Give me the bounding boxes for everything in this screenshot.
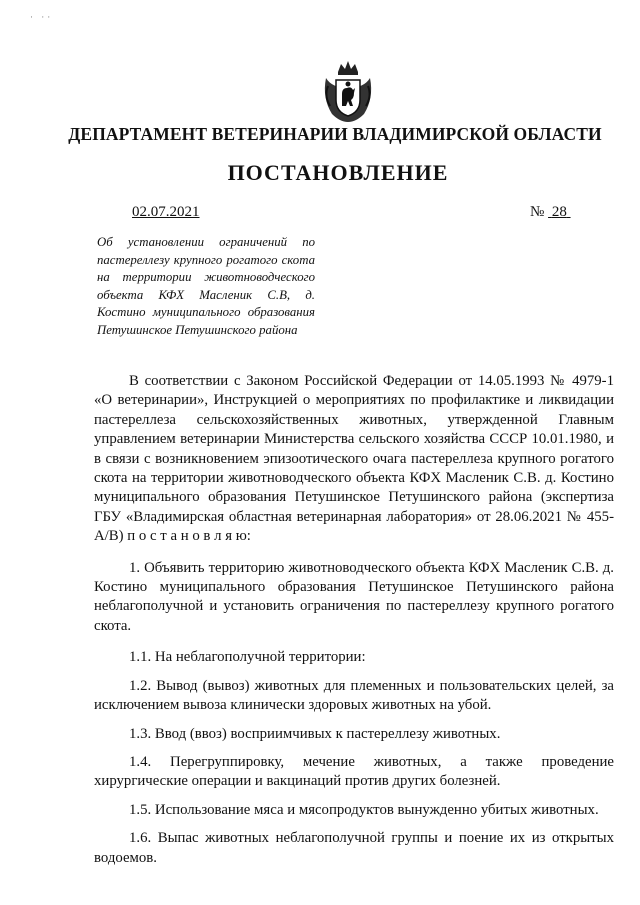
number-value bbox=[548, 204, 571, 220]
preamble-paragraph: В соответствии с Законом Российской Федерации от 14.05.1993 № 4979-1 «О ветеринарии», Инструкцией о мероприятиях по профилактике и ликвидации пастереллеза сельскохозяйственных животных, утвержденной Главным управлением ветеринарии Министерства сельского хозяйства СССР 10.01.1980, и в связи с возникновением эпизоотического очага пастереллеза крупного рогатого скота на территории животноводческого объекта КФХ Масленик С.В. д. Костино муниципального образования Петушинское Петушинского района (экспертиза ГБУ «Владимирская областная ветеринарная лаборатория» от 28.06.2021 № 455-А/В) п о с т а н о в л я ю: bbox=[94, 373, 614, 545]
document-number bbox=[530, 204, 571, 221]
document-subject: Об установлении ограничений по пастереллезу крупного рогатого скота на территории животноводческого объекта КФХ Масленик С.В, д. Костино муниципального образования Петушинское Петушинского района bbox=[97, 235, 315, 337]
scan-artifact: · ·· bbox=[30, 12, 54, 22]
clause-1-6: 1.6. Выпас животных неблагополучной группы и поение их из открытых водоемов. bbox=[94, 830, 614, 866]
clause-1: 1. Объявить территорию животноводческого объекта КФХ Масленик С.В. д. Костино муниципального образования Петушинское Петушинского района неблагополучной и установить ограничения по пастереллезу крупного рогатого скота. bbox=[94, 559, 614, 634]
number-label: № bbox=[530, 204, 545, 220]
clause-1-4: 1.4. Перегруппировку, мечение животных, а также проведение хирургические операции и вакцинаций против других болезней. bbox=[94, 753, 614, 790]
clause-1-1: 1.1. На неблагополучной территории: bbox=[129, 649, 366, 666]
number-value-text: 28 bbox=[551, 204, 567, 220]
department-title: ДЕПАРТАМЕНТ ВЕТЕРИНАРИИ ВЛАДИМИРСКОЙ ОБЛАСТИ bbox=[68, 124, 602, 144]
clause-1-2: 1.2. Вывод (вывоз) животных для племенных и пользовательских целей, за исключением вывоза клинически здоровых животных на убой. bbox=[94, 677, 614, 714]
clause-1-5: 1.5. Использование мяса и мясопродуктов вынужденно убитых животных. bbox=[129, 801, 599, 818]
document-date: 02.07.2021 bbox=[132, 204, 200, 220]
clause-1-3: 1.3. Ввод (ввоз) восприимчивых к пастереллезу животных. bbox=[129, 725, 501, 742]
document-type-title: ПОСТАНОВЛЕНИЕ bbox=[227, 160, 449, 185]
coat-of-arms-emblem bbox=[320, 58, 376, 124]
document-body bbox=[94, 372, 614, 877]
